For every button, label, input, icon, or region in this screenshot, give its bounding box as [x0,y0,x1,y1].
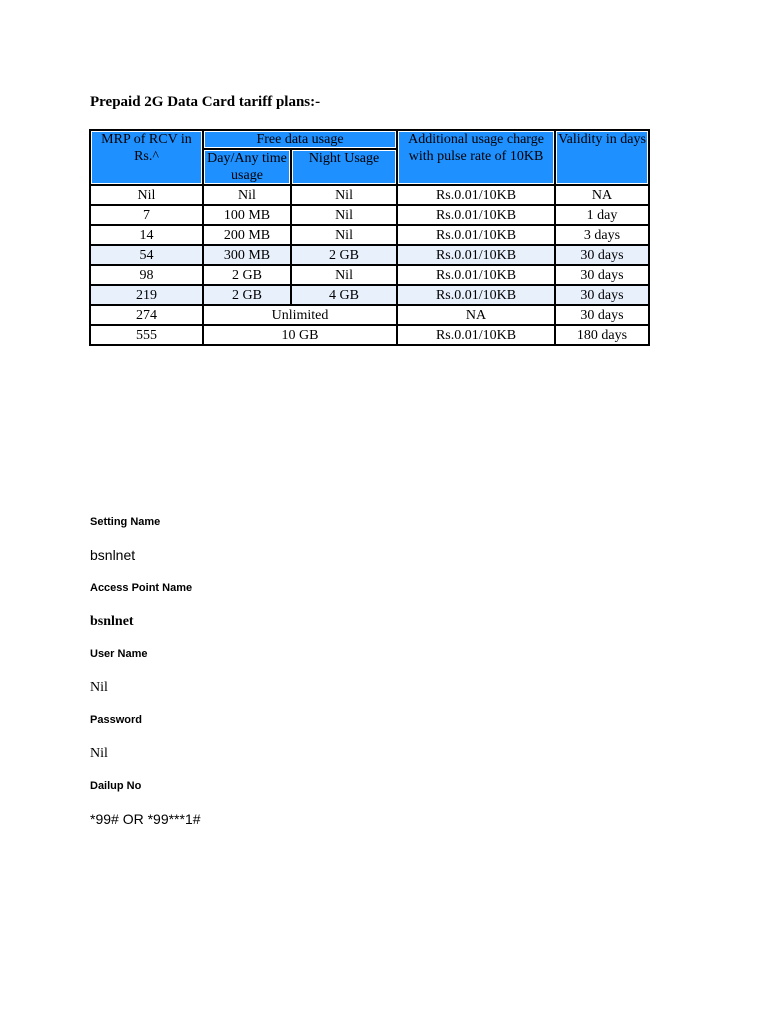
table-row [90,245,649,265]
cell-mrp: 14 [90,225,203,245]
cell-validity: 180 days [555,325,649,345]
cell-mrp: 98 [90,265,203,285]
access-point-name-label: Access Point Name [90,582,193,594]
cell-mrp: 274 [90,305,203,325]
cell-charge: Rs.0.01/10KB [397,285,555,305]
cell-validity: 3 days [555,225,649,245]
cell-charge: Rs.0.01/10KB [397,325,555,345]
dialup-number-label: Dailup No [90,780,142,792]
header-day-usage: Day/Any time usage [203,149,291,185]
cell-charge: Rs.0.01/10KB [397,225,555,245]
table-row [90,225,649,245]
table-row [90,305,649,325]
cell-night-usage: Nil [291,225,397,245]
cell-day-usage: Nil [203,185,291,205]
table-row [90,325,649,345]
cell-validity: 30 days [555,245,649,265]
cell-night-usage: Nil [291,185,397,205]
setting-name-label: Setting Name [90,516,161,528]
cell-mrp: 219 [90,285,203,305]
cell-mrp: Nil [90,185,203,205]
cell-charge: Rs.0.01/10KB [397,265,555,285]
cell-charge: Rs.0.01/10KB [397,205,555,225]
setting-name-value: bsnlnet [90,547,136,563]
cell-charge: Rs.0.01/10KB [397,185,555,205]
cell-charge: NA [397,305,555,325]
table-header-row [90,130,649,149]
header-validity: Validity in days [555,130,649,185]
cell-night-usage: 2 GB [291,245,397,265]
cell-validity: 30 days [555,285,649,305]
table-row [90,205,649,225]
cell-day-usage: 2 GB [203,285,291,305]
user-name-value: Nil [90,680,108,695]
dialup-number-value: *99# OR *99***1# [90,811,201,827]
cell-mrp: 7 [90,205,203,225]
header-additional-charge: Additional usage charge with pulse rate of 10KB [397,130,555,185]
password-label: Password [90,714,142,726]
cell-validity: NA [555,185,649,205]
cell-night-usage: Nil [291,265,397,285]
password-value: Nil [90,746,108,761]
cell-free-data: 10 GB [203,325,397,345]
cell-validity: 1 day [555,205,649,225]
cell-validity: 30 days [555,265,649,285]
cell-night-usage: Nil [291,205,397,225]
cell-day-usage: 200 MB [203,225,291,245]
cell-mrp: 555 [90,325,203,345]
cell-night-usage: 4 GB [291,285,397,305]
user-name-label: User Name [90,648,148,660]
access-point-name-value: bsnlnet [90,614,134,629]
cell-free-data: Unlimited [203,305,397,325]
table-row [90,185,649,205]
cell-day-usage: 300 MB [203,245,291,265]
page-title: Prepaid 2G Data Card tariff plans:- [90,94,321,110]
header-night-usage: Night Usage [291,149,397,185]
cell-mrp: 54 [90,245,203,265]
tariff-table [89,129,650,346]
table-row [90,285,649,305]
header-free-data: Free data usage [203,130,397,149]
cell-validity: 30 days [555,305,649,325]
cell-charge: Rs.0.01/10KB [397,245,555,265]
table-row [90,265,649,285]
connection-settings [90,515,201,845]
header-mrp: MRP of RCV in Rs.^ [90,130,203,185]
cell-day-usage: 2 GB [203,265,291,285]
cell-day-usage: 100 MB [203,205,291,225]
